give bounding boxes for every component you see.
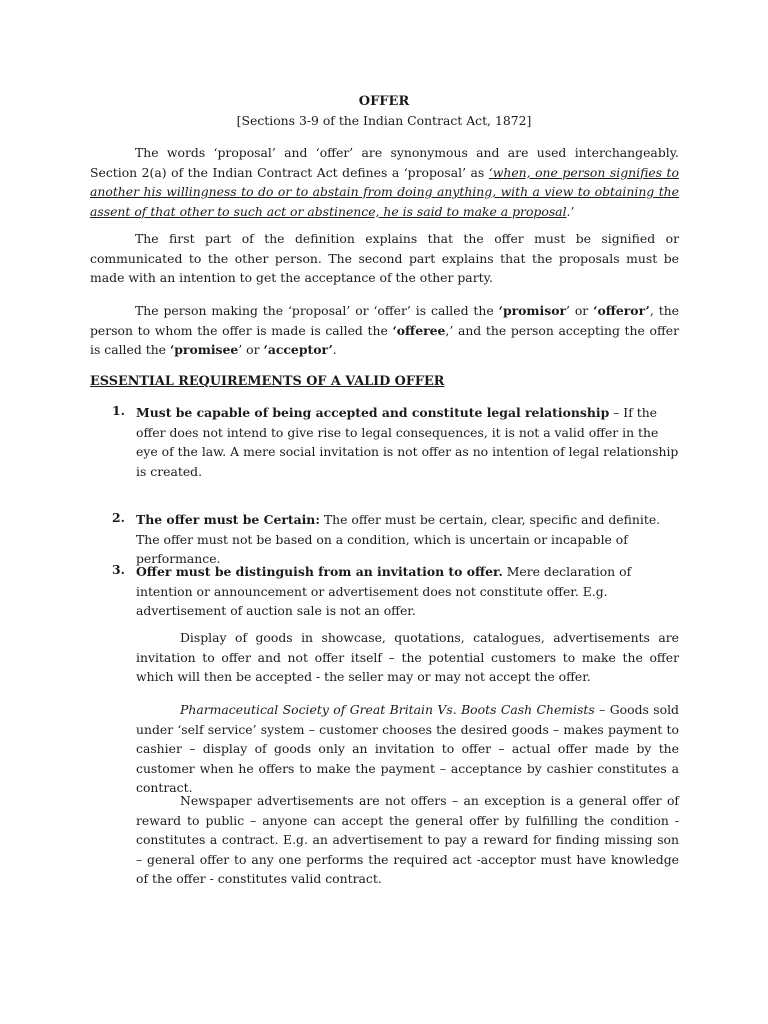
paragraph-parties bbox=[90, 301, 679, 360]
definition-end: .’ bbox=[566, 203, 575, 219]
term-offeror: ‘offeror’ bbox=[593, 303, 650, 318]
term-promisor: ‘promisor bbox=[498, 303, 566, 318]
paragraph-newspaper: Newspaper advertisements are not offers – an exception is a general offer of reward to public – anyone can accept the general offer by fulfilling the condition - constitutes a contract. E.g. an advertisement to pay a reward for finding missing son – general offer to any one performs the required act -acceptor must have knowledge of the offer - constitutes valid contract. bbox=[136, 793, 679, 886]
case-text: – Goods sold under ‘self service’ system – customer chooses the desired goods – makes payment to cashier – display of goods only an invitation to offer – actual offer made by the customer when he offers to make the payment – acceptance by cashier constitutes a contract. bbox=[136, 702, 679, 795]
list-item-text: – If the offer does not intend to give rise to legal consequences, it is not a valid offer in the eye of the law. A mere social invitation is not offer as no intention of legal relationship is created. bbox=[136, 405, 679, 479]
paragraph-case-law bbox=[136, 700, 679, 798]
definition-quote: ‘when, one person signifies to another his willingness to do or to abstain from doing anything, with a view to obtaining the assent of that other to such act or abstinence, he is said to make a proposal bbox=[90, 164, 679, 219]
section-heading: ESSENTIAL REQUIREMENTS OF A VALID OFFER bbox=[90, 374, 445, 389]
paragraph-display-goods: Display of goods in showcase, quotations, catalogues, advertisements are invitation to offer and not offer itself – the potential customers to make the offer which will then be accepted - the seller may or may not accept the offer. bbox=[136, 630, 679, 684]
list-item-1 bbox=[136, 403, 681, 481]
list-item-text: The offer must be certain, clear, specific and definite. The offer must not be based on a condition, which is uncertain or incapable of performance. bbox=[136, 512, 661, 566]
list-item-text: Mere declaration of intention or announcement or advertisement does not constitute offer. E.g. advertisement of auction sale is not an offer. bbox=[136, 564, 632, 618]
term-promisee: ‘promisee bbox=[169, 342, 239, 357]
parties-text-f: . bbox=[332, 342, 337, 357]
paragraph-explanation: The first part of the definition explains that the offer must be signified or communicated to the other person. The second part explains that the proposals must be made with an intention to get the acceptance of the other party. bbox=[90, 231, 679, 285]
list-item-2 bbox=[136, 510, 681, 569]
document-subtitle: [Sections 3-9 of the Indian Contract Act, 1872] bbox=[236, 113, 532, 128]
list-item-3 bbox=[136, 562, 681, 621]
term-acceptor: ‘acceptor’ bbox=[263, 342, 333, 357]
definition-intro: The words ‘proposal’ and ‘offer’ are synonymous and are used interchangeably. Section 2(a) of the Indian Contract Act defines a ‘proposal’ as bbox=[90, 145, 679, 180]
list-item-bold: The offer must be Certain: bbox=[136, 512, 320, 527]
list-item-bold: Must be capable of being accepted and constitute legal relationship bbox=[136, 405, 610, 420]
parties-text-e: ’ or bbox=[238, 342, 264, 357]
list-item-bold: Offer must be distinguish from an invitation to offer. bbox=[136, 564, 503, 579]
term-offeree: ‘offeree bbox=[392, 322, 446, 338]
list-item-number: 1. bbox=[112, 403, 125, 418]
paragraph-definition bbox=[90, 143, 679, 221]
parties-text-a: The person making the ‘proposal’ or ‘offer’ is called the bbox=[135, 303, 499, 318]
parties-text-b: ’ or bbox=[566, 303, 594, 318]
list-item-number: 3. bbox=[112, 562, 125, 577]
case-name: Pharmaceutical Society of Great Britain Vs. Boots Cash Chemists bbox=[180, 702, 595, 717]
list-item-number: 2. bbox=[112, 510, 125, 525]
parties-text-c: , the person to whom the offer is made is called the bbox=[90, 303, 680, 338]
parties-text-d: ,’ and the person accepting the offer is called the bbox=[90, 322, 679, 357]
document-title: OFFER bbox=[358, 94, 410, 109]
